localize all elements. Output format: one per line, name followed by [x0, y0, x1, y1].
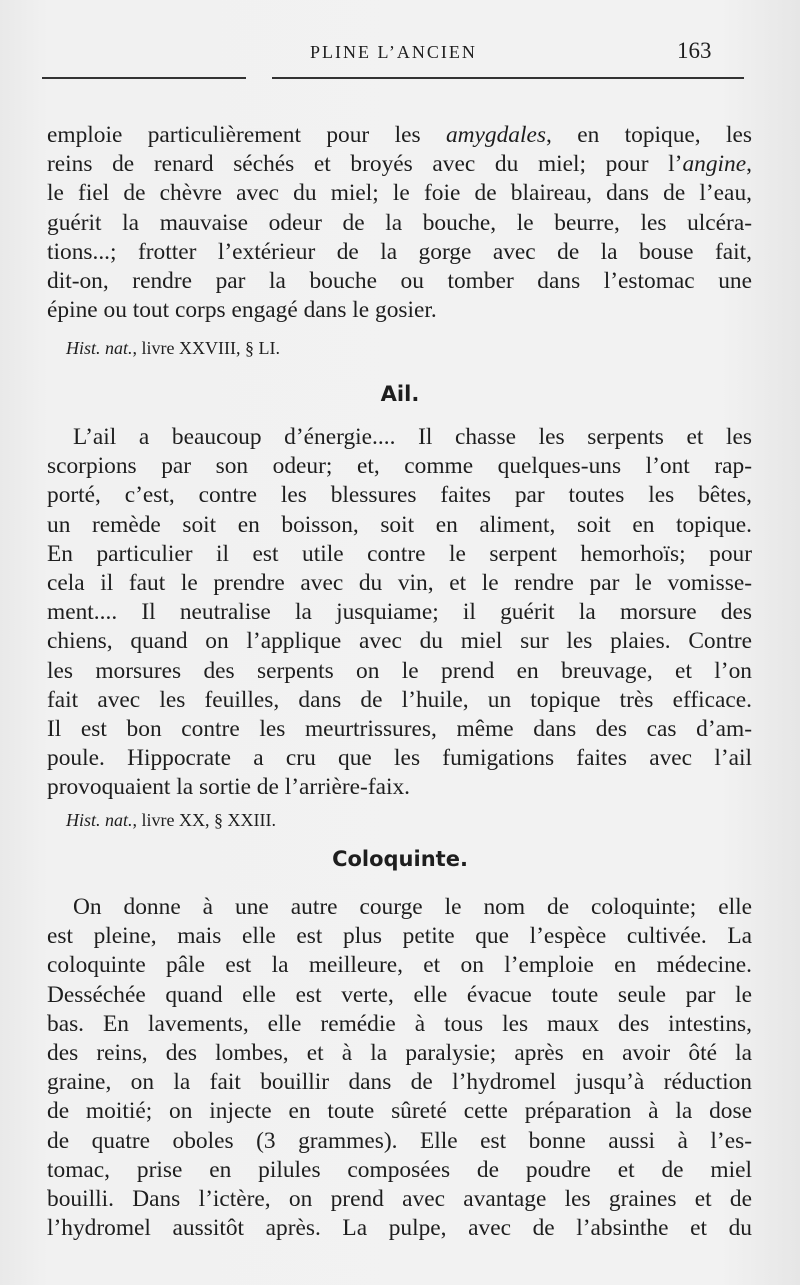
text-line: un remède soit en boisson, soit en aliment, soit en topique.: [47, 511, 752, 538]
text-line: poule. Hippocrate a cru que les fumigations faites avec l’ail: [47, 745, 752, 772]
text-line: coloquinte pâle est la meilleure, et on l’emploie en médecine.: [47, 952, 752, 979]
text-line: ment.... Il neutralise la jusquiame; il guérit la morsure des: [47, 599, 752, 626]
text-line: fait avec les feuilles, dans de l’huile, un topique très efficace.: [47, 686, 752, 713]
text-line: dit-on, rendre par la bouche ou tomber dans l’estomac une: [47, 268, 752, 295]
paragraph-ail: [47, 423, 752, 803]
section-heading-ail: Ail.: [380, 382, 420, 406]
text-line: chiens, quand on l’applique avec du miel sur les plaies. Contre: [47, 628, 752, 655]
text-line: porté, c’est, contre les blessures faites par toutes les bêtes,: [47, 482, 752, 509]
text-line: Desséchée quand elle est verte, elle évacue toute seule par le: [47, 981, 752, 1008]
text-line: Il est bon contre les meurtrissures, même dans des cas d’am-: [47, 716, 752, 743]
text-line: de moitié; on injecte en toute sûreté cette préparation à la dose: [47, 1098, 752, 1125]
text-line: des reins, des lombes, et à la paralysie; après en avoir ôté la: [47, 1040, 752, 1067]
source-citation-2: Hist. nat., livre XX, § XXIII.: [66, 810, 276, 830]
text-line: cela il faut le prendre avec du vin, et le rendre par le vomisse-: [47, 570, 752, 597]
header-rule-left: [42, 77, 246, 79]
text-line: provoquaient la sortie de l’arrière-faix.: [47, 774, 411, 801]
section-heading-coloquinte: Coloquinte.: [332, 847, 468, 871]
text-line: emploie particulièrement pour les amygdales, en topique, les: [47, 122, 752, 148]
text-line: En particulier il est utile contre le serpent hemorhoïs; pour: [47, 540, 752, 567]
text-line: le fiel de chèvre avec du miel; le foie de blaireau, dans de l’eau,: [47, 180, 752, 207]
text-line: tomac, prise en pilules composées de poudre et de miel: [47, 1156, 752, 1183]
text-line: épine ou tout corps engagé dans le gosier.: [47, 297, 437, 324]
running-header: [0, 38, 800, 68]
text-line: est pleine, mais elle est plus petite que l’espèce cultivée. La: [47, 923, 752, 950]
text-line: reins de renard séchés et broyés avec du miel; pour l’angine,: [47, 151, 752, 178]
paragraph-coloquinte: [47, 893, 752, 1243]
text-line: graine, on la fait bouillir dans de l’hydromel jusqu’à réduction: [47, 1069, 752, 1096]
text-line: On donne à une autre courge le nom de coloquinte; elle: [73, 894, 752, 920]
running-title: PLINE L’ANCIEN: [310, 42, 477, 62]
text-line: tions...; frotter l’extérieur de la gorge avec de la bouse fait,: [47, 238, 752, 265]
text-line: de quatre oboles (3 grammes). Elle est bonne aussi à l’es-: [47, 1127, 752, 1154]
text-line: l’hydromel aussitôt après. La pulpe, avec de l’absinthe et du: [47, 1215, 752, 1242]
page-number: 163: [677, 38, 712, 63]
text-line: bas. En lavements, elle remédie à tous les maux des intestins,: [47, 1010, 752, 1037]
text-line: les morsures des serpents on le prend en breuvage, et l’on: [47, 657, 752, 684]
text-line: guérit la mauvaise odeur de la bouche, le beurre, les ulcéra-: [47, 209, 752, 236]
paragraph-continuation: [47, 121, 752, 325]
source-citation-1: Hist. nat., livre XXVIII, § LI.: [66, 338, 280, 358]
text-line: L’ail a beaucoup d’énergie.... Il chasse les serpents et les: [73, 424, 752, 450]
text-line: scorpions par son odeur; et, comme quelques-uns l’ont rap-: [47, 453, 752, 480]
header-rule-right: [272, 77, 744, 79]
text-line: bouilli. Dans l’ictère, on prend avec avantage les graines et de: [47, 1186, 752, 1213]
